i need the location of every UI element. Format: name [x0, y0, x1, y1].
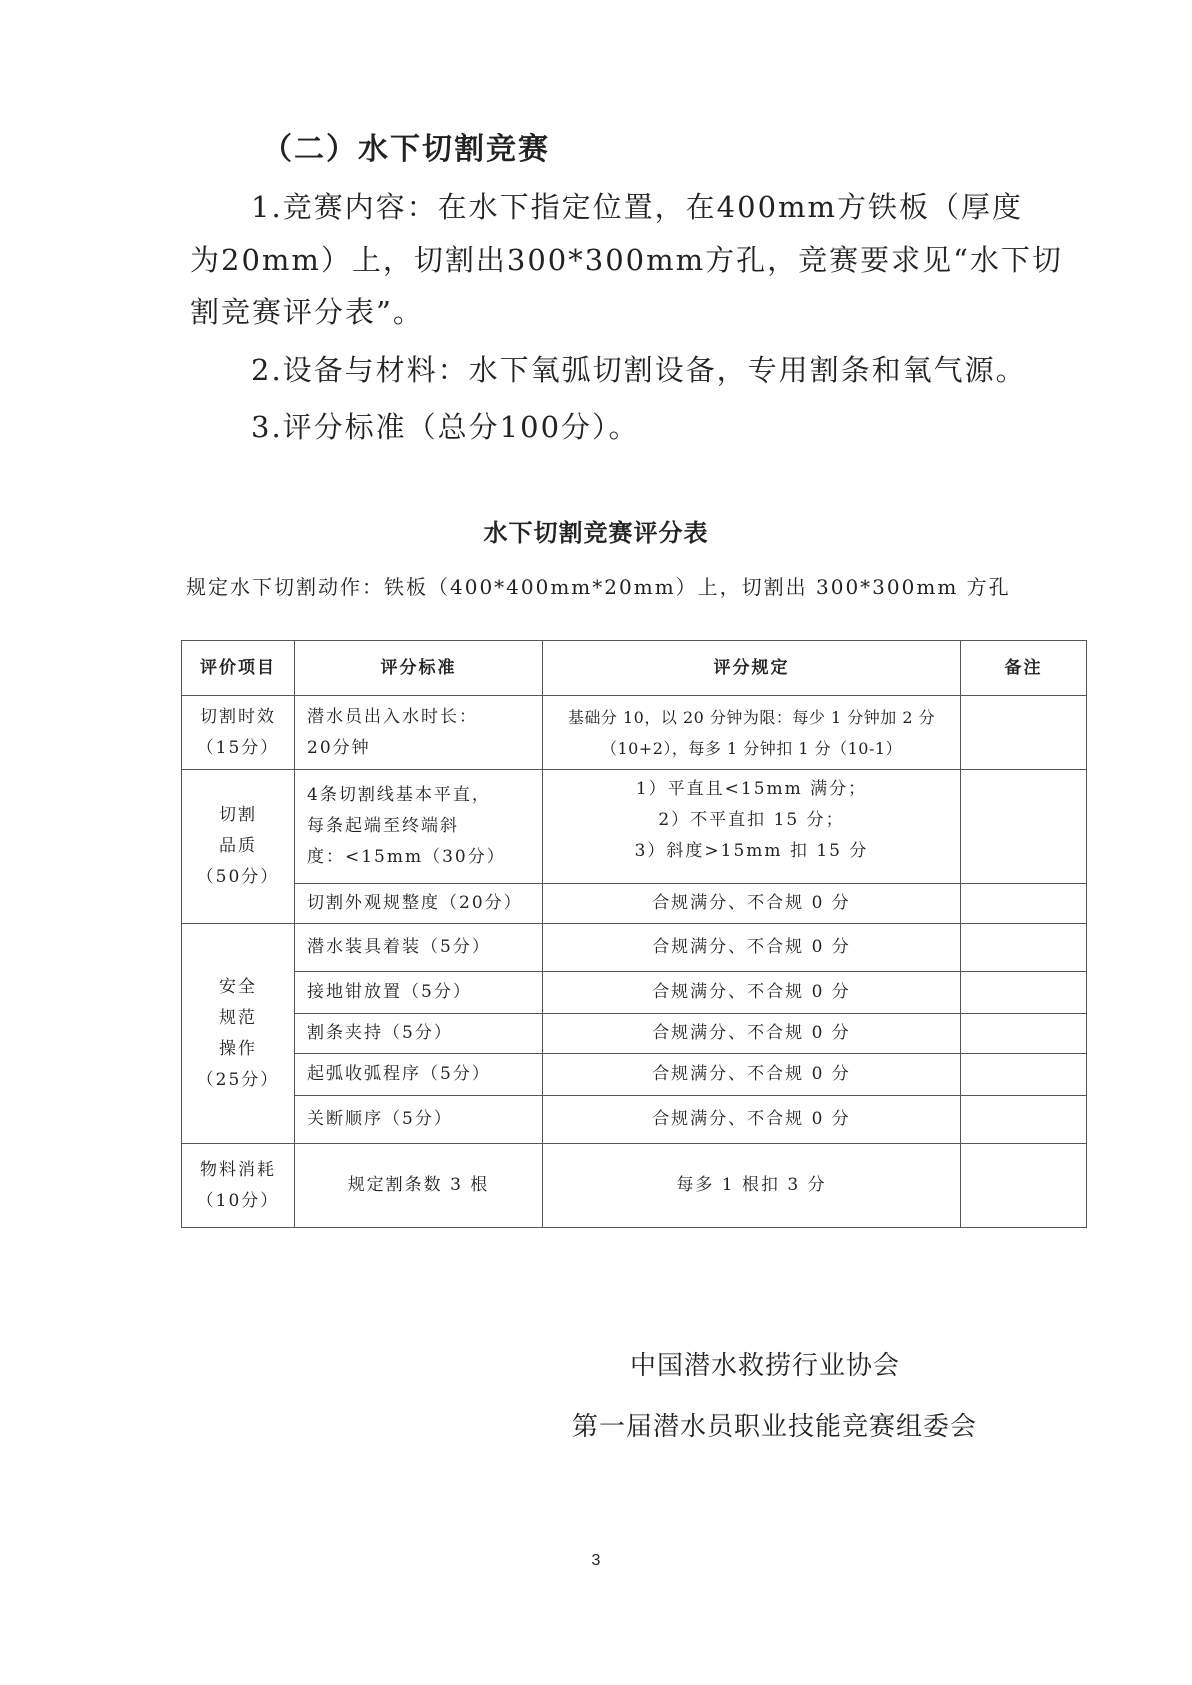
item-1-line-1: 1.竞赛内容：在水下指定位置，在400mm方铁板（厚度	[251, 190, 1024, 224]
table-row	[182, 1054, 1087, 1096]
rule-cell: 合规满分、不合规 0 分	[543, 924, 961, 972]
standard-cell: 潜水员出入水时长： 20分钟	[295, 696, 543, 770]
header-rule: 评分规定	[543, 641, 961, 696]
item-1-line-3: 割竞赛评分表”。	[190, 295, 424, 329]
standard-cell: 接地钳放置（5分）	[295, 972, 543, 1014]
rule-cell: 合规满分、不合规 0 分	[543, 884, 961, 924]
note-cell	[961, 884, 1087, 924]
rule-cell: 每多 1 根扣 3 分	[543, 1144, 961, 1228]
table-title: 水下切割竞赛评分表	[483, 518, 709, 547]
table-row	[182, 1014, 1087, 1054]
header-standard: 评分标准	[295, 641, 543, 696]
table-row	[182, 1096, 1087, 1144]
section-heading: （二）水下切割竞赛	[262, 132, 550, 167]
standard-cell: 关断顺序（5分）	[295, 1096, 543, 1144]
page-number: 3	[591, 1552, 601, 1569]
table-row	[182, 972, 1087, 1014]
item-1-line-2: 为20mm）上，切割出300*300mm方孔，竞赛要求见“水下切	[190, 243, 1063, 277]
standard-cell: 4条切割线基本平直， 每条起端至终端斜 度：<15mm（30分）	[295, 770, 543, 884]
rule-cell: 合规满分、不合规 0 分	[543, 1054, 961, 1096]
item-3: 3.评分标准（总分100分）。	[251, 410, 640, 444]
note-cell	[961, 1144, 1087, 1228]
rule-cell: 合规满分、不合规 0 分	[543, 972, 961, 1014]
note-cell	[961, 696, 1087, 770]
rule-cell: 基础分 10，以 20 分钟为限：每少 1 分钟加 2 分 （10+2），每多 1 分钟扣 1 分（10-1）	[543, 696, 961, 770]
note-cell	[961, 972, 1087, 1014]
item-cell: 切割 品质 （50分）	[182, 770, 295, 924]
table-row	[182, 924, 1087, 972]
signature-committee: 第一届潜水员职业技能竞赛组委会	[572, 1412, 978, 1442]
standard-cell: 起弧收弧程序（5分）	[295, 1054, 543, 1096]
item-cell: 安全 规范 操作 （25分）	[182, 924, 295, 1144]
header-item: 评价项目	[182, 641, 295, 696]
header-note: 备注	[961, 641, 1087, 696]
rule-cell: 1）平直且<15mm 满分； 2）不平直扣 15 分； 3）斜度>15mm 扣 15 分	[543, 770, 961, 884]
scoring-table	[181, 640, 1087, 1228]
standard-cell: 规定割条数 3 根	[295, 1144, 543, 1228]
note-cell	[961, 1014, 1087, 1054]
table-header-row	[182, 641, 1087, 696]
note-cell	[961, 1054, 1087, 1096]
note-cell	[961, 770, 1087, 884]
standard-cell: 潜水装具着装（5分）	[295, 924, 543, 972]
table-row	[182, 696, 1087, 770]
standard-cell: 割条夹持（5分）	[295, 1014, 543, 1054]
note-cell	[961, 1096, 1087, 1144]
table-row	[182, 770, 1087, 884]
signature-org: 中国潜水救捞行业协会	[630, 1351, 901, 1381]
table-row	[182, 1144, 1087, 1228]
table-subtitle: 规定水下切割动作：铁板（400*400mm*20mm）上，切割出 300*300mm 方孔	[186, 575, 1011, 599]
item-cell: 物料消耗 （10分）	[182, 1144, 295, 1228]
rule-cell: 合规满分、不合规 0 分	[543, 1096, 961, 1144]
table-row	[182, 884, 1087, 924]
note-cell	[961, 924, 1087, 972]
item-cell: 切割时效 （15分）	[182, 696, 295, 770]
standard-cell: 切割外观规整度（20分）	[295, 884, 543, 924]
item-2: 2.设备与材料：水下氧弧切割设备，专用割条和氧气源。	[251, 353, 1027, 387]
rule-cell: 合规满分、不合规 0 分	[543, 1014, 961, 1054]
